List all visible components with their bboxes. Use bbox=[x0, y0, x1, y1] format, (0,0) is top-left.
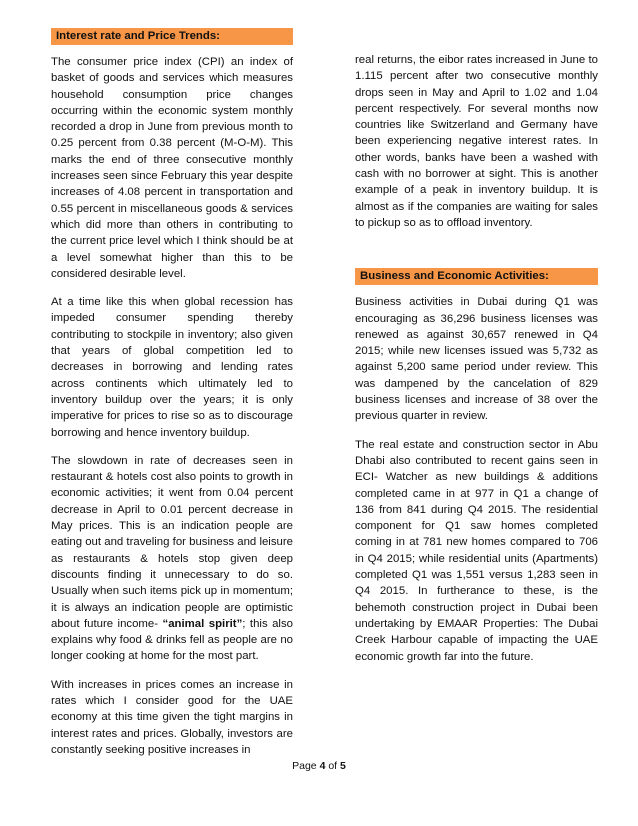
footer-of-word: of bbox=[328, 760, 338, 772]
paragraph-business-licenses: Business activities in Dubai during Q1 was encouraging as 36,296 business licenses was renewed as against 30,657 renewed in Q4 2015; while new licenses issued was 5,732 as against 5,200 same period under review. This was dampened by the cancelation of 829 business licenses and increase of 38 over the previous quarter in review. bbox=[355, 296, 598, 423]
footer-page-word: Page bbox=[292, 760, 317, 772]
right-column bbox=[355, 52, 598, 677]
paragraph-recession: At a time like this when global recession has impeded consumer spending thereby contributing to stockpile in inventory; also given that years of global competition led to decreases in borrowing and lending rates across continents which ultimately led to inventory buildup over the years; it is only imperative for prices to rise so as to discourage borrowing and hence inventory buildup. bbox=[51, 296, 293, 439]
paragraph-prices-rates: With increases in prices comes an increase in rates which I consider good for the UAE economy at this time given the tight margins in interest rates and prices. Globally, investors are constantly seeking positive increases in bbox=[51, 678, 293, 756]
page-footer bbox=[0, 760, 638, 772]
paragraph-real-estate: The real estate and construction sector in Abu Dhabi also contributed to recent gains seen in ECI- Watcher as new buildings & additions completed came in at 977 in Q1 a change of 136 from 841 during Q4 2015. The residential component for Q1 saw homes completed coming in at 781 new homes compared to 706 in Q4 2015; while residential units (Apartments) completed Q1 was 1,551 versus 1,283 seen in Q4 2015. In furtherance to these, is the behemoth construction project in Dubai been undertaking by EMAAR Properties: The Dubai Creek Harbour capable of impacting the UAE economic growth far into the future. bbox=[355, 438, 598, 663]
paragraph-eibor: real returns, the eibor rates increased in June to 1.115 percent after two consecutive monthly drops seen in May and April to 1.02 and 1.04 percent respectively. For several months now countries like Switzerland and Germany have been experiencing negative interest rates. In other words, banks have been a washed with cash with no borrower at sight. This is another example of a peak in inventory buildup. It is almost as if the companies are waiting for sales to pickup so as to offload inventory. bbox=[355, 54, 598, 229]
paragraph-restaurants bbox=[51, 453, 293, 665]
paragraph-restaurants-text-b: ; this also explains why food & drinks fell as people are no longer cooking at home for the most part. bbox=[51, 617, 293, 663]
section-spacer bbox=[355, 243, 598, 268]
paragraph-restaurants-text-a: The slowdown in rate of decreases seen in restaurant & hotels cost also points to growth in economic activities; it went from 0.04 percent decrease in April to 0.01 percent decrease in May prices. This is an indication people are eating out and traveling for business and leisure as restaurants & hotels stop given deep discounts finding it unnecessary to do so. Usually when such items pick up in momentum; it is always an indication people are optimistic about future income- bbox=[51, 454, 293, 630]
animal-spirit-emphasis: “animal spirit” bbox=[162, 617, 243, 630]
footer-page-total: 5 bbox=[340, 760, 346, 772]
paragraph-cpi: The consumer price index (CPI) an index of basket of goods and services which measures household consumption price changes occurring within the economic system monthly recorded a drop in June from previous month to 0.25 percent from 0.38 percent (M-O-M). This marks the end of three consecutive monthly increases seen since February this year despite increases of 4.08 percent in transportation and 0.55 percent in miscellaneous goods & services which did more than others in contributing to the current price level which I think should be at a level somewhat higher than this to be considered desirable level. bbox=[51, 56, 293, 280]
footer-page-number: 4 bbox=[319, 760, 326, 772]
section-heading-interest-rates: Interest rate and Price Trends: bbox=[51, 28, 293, 45]
section-heading-business: Business and Economic Activities: bbox=[355, 268, 598, 285]
left-column bbox=[51, 28, 293, 770]
